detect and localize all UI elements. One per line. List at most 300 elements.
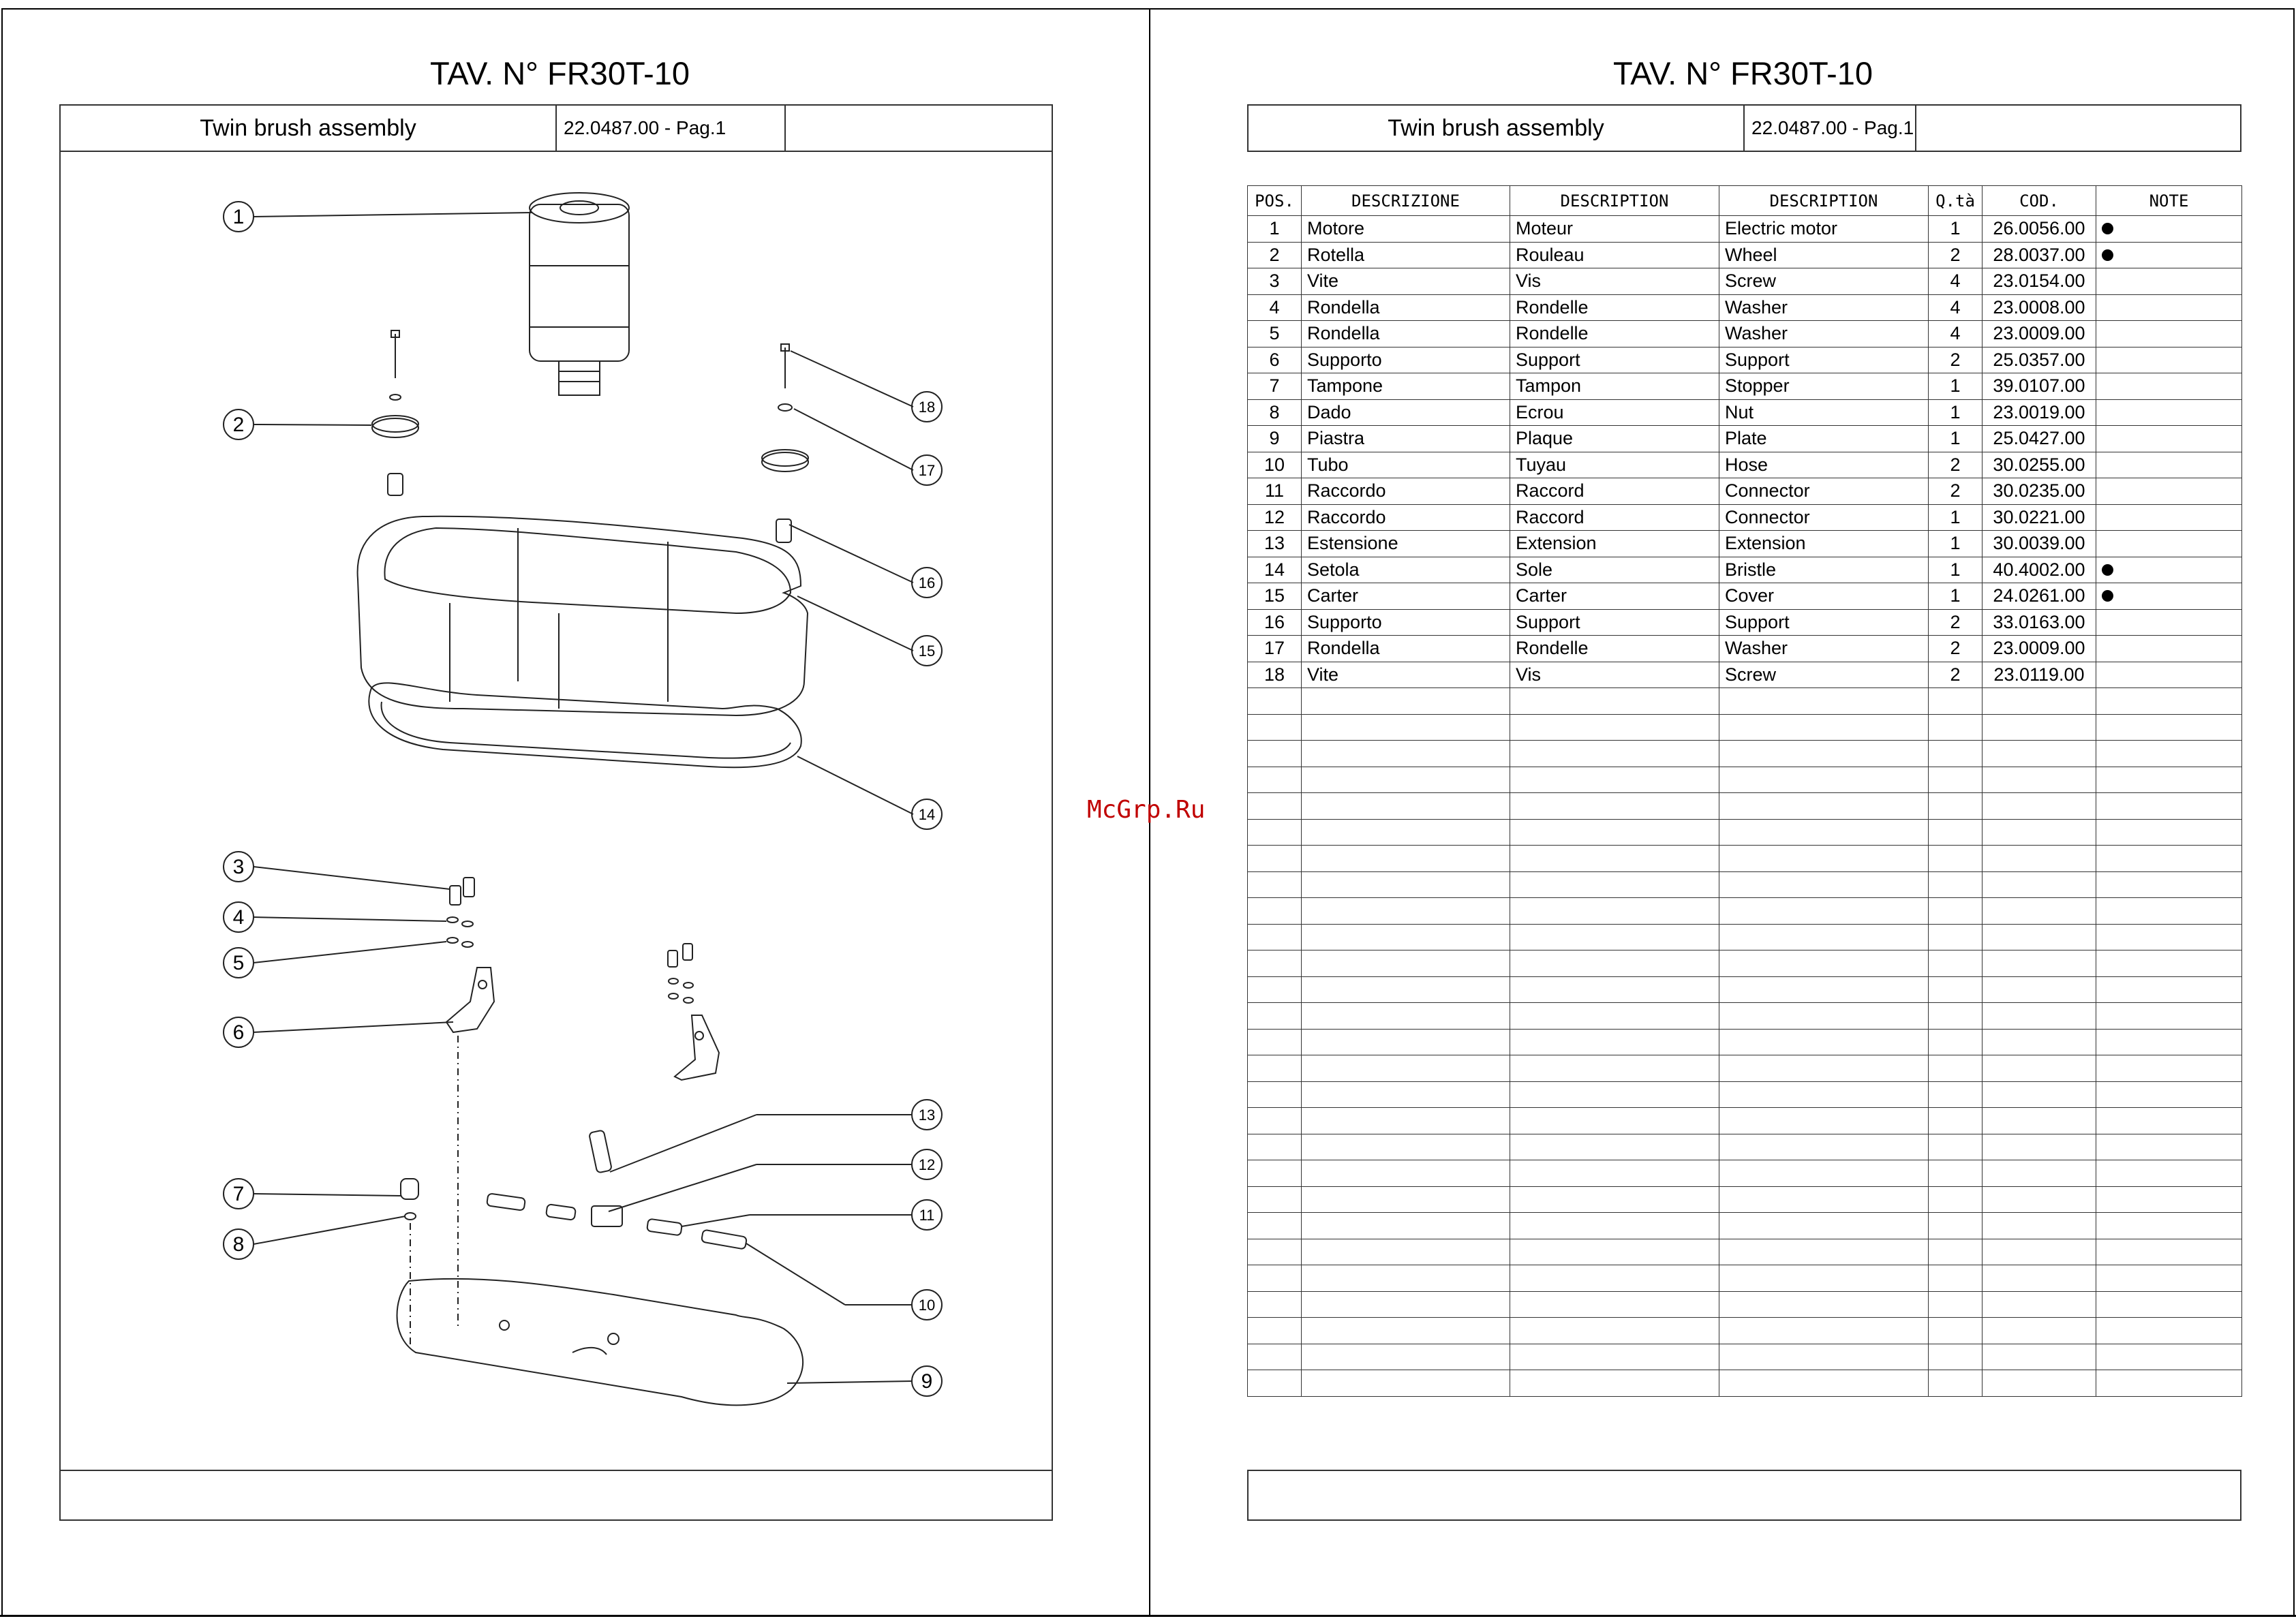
table-row <box>1248 609 2242 636</box>
cell-note <box>2096 268 2242 295</box>
cell-it: Tubo <box>1302 452 1510 478</box>
empty-cell <box>1510 1265 1719 1292</box>
empty-cell <box>1719 898 1929 925</box>
empty-cell <box>1929 819 1983 846</box>
callout-15: 15 <box>918 643 936 660</box>
cell-code: 23.0119.00 <box>1983 662 2096 688</box>
empty-cell <box>1983 950 2096 977</box>
empty-cell <box>1302 898 1510 925</box>
empty-cell <box>1929 898 1983 925</box>
callout-10: 10 <box>918 1297 936 1314</box>
cell-it: Supporto <box>1302 347 1510 373</box>
cell-code: 30.0235.00 <box>1983 478 2096 505</box>
empty-cell <box>1510 950 1719 977</box>
empty-table-row <box>1248 1239 2242 1265</box>
callout-12: 12 <box>918 1156 936 1173</box>
empty-cell <box>1719 1344 1929 1370</box>
empty-cell <box>1719 1186 1929 1213</box>
cell-pos: 18 <box>1248 662 1302 688</box>
empty-table-row <box>1248 846 2242 872</box>
cell-pos: 9 <box>1248 426 1302 452</box>
note-bullet-icon <box>2102 249 2113 261</box>
empty-cell <box>2096 1055 2242 1082</box>
cell-code: 23.0009.00 <box>1983 636 2096 662</box>
col-header-pos: POS. <box>1248 186 1302 216</box>
empty-cell <box>2096 950 2242 977</box>
empty-cell <box>1248 1029 1302 1055</box>
left-sheet-title: TAV. N° FR30T-10 <box>430 55 690 91</box>
cell-note <box>2096 242 2242 268</box>
empty-table-row <box>1248 1344 2242 1370</box>
empty-table-row <box>1248 1055 2242 1082</box>
empty-cell <box>2096 819 2242 846</box>
empty-cell <box>1983 871 2096 898</box>
cell-pos: 1 <box>1248 216 1302 243</box>
empty-cell <box>1983 976 2096 1003</box>
parts-table-header-row <box>1248 186 2242 216</box>
empty-cell <box>1719 924 1929 950</box>
empty-table-row <box>1248 976 2242 1003</box>
table-row <box>1248 504 2242 531</box>
empty-cell <box>2096 793 2242 820</box>
cell-pos: 4 <box>1248 294 1302 321</box>
cell-fr: Tampon <box>1510 373 1719 400</box>
empty-table-row <box>1248 1186 2242 1213</box>
empty-cell <box>1983 1318 2096 1344</box>
table-row <box>1248 636 2242 662</box>
cell-qty: 2 <box>1929 347 1983 373</box>
table-row <box>1248 373 2242 400</box>
empty-cell <box>1719 1213 1929 1239</box>
left-header-blank <box>786 106 1052 151</box>
empty-cell <box>2096 846 2242 872</box>
empty-cell <box>1248 819 1302 846</box>
empty-cell <box>1248 846 1302 872</box>
empty-cell <box>1510 1160 1719 1187</box>
empty-table-row <box>1248 950 2242 977</box>
empty-cell <box>1248 793 1302 820</box>
empty-cell <box>1929 793 1983 820</box>
empty-cell <box>1510 1134 1719 1160</box>
cell-code: 30.0255.00 <box>1983 452 2096 478</box>
empty-cell <box>1719 1370 1929 1397</box>
cell-note <box>2096 399 2242 426</box>
cell-note <box>2096 531 2242 557</box>
empty-cell <box>2096 1344 2242 1370</box>
empty-cell <box>1510 924 1719 950</box>
empty-cell <box>1248 976 1302 1003</box>
empty-cell <box>1302 793 1510 820</box>
cell-pos: 15 <box>1248 583 1302 610</box>
empty-cell <box>1302 1003 1510 1030</box>
col-header-qty: Q.tà <box>1929 186 1983 216</box>
empty-table-row <box>1248 1265 2242 1292</box>
cell-fr: Plaque <box>1510 426 1719 452</box>
support-bracket-right <box>675 1015 719 1080</box>
empty-cell <box>1929 1344 1983 1370</box>
cell-it: Estensione <box>1302 531 1510 557</box>
hose-assembly <box>487 1130 747 1249</box>
empty-cell <box>1929 924 1983 950</box>
empty-cell <box>1510 1055 1719 1082</box>
empty-cell <box>1248 1186 1302 1213</box>
cell-pos: 12 <box>1248 504 1302 531</box>
cell-note <box>2096 662 2242 688</box>
cell-pos: 10 <box>1248 452 1302 478</box>
note-bullet-icon <box>2102 590 2113 602</box>
empty-table-row <box>1248 1108 2242 1134</box>
cell-it: Vite <box>1302 662 1510 688</box>
cell-en: Support <box>1719 347 1929 373</box>
cell-qty: 2 <box>1929 609 1983 636</box>
empty-table-row <box>1248 1003 2242 1030</box>
right-header-code: 22.0487.00 - Pag.1 <box>1745 106 1916 151</box>
empty-cell <box>2096 1160 2242 1187</box>
bottom-rule <box>0 1615 2296 1617</box>
empty-table-row <box>1248 1160 2242 1187</box>
empty-cell <box>1719 1081 1929 1108</box>
empty-cell <box>1929 714 1983 741</box>
empty-cell <box>1719 741 1929 767</box>
parts-table <box>1247 185 2242 1397</box>
note-bullet-icon <box>2102 223 2113 234</box>
callout-3: 3 <box>232 856 245 878</box>
empty-cell <box>2096 1318 2242 1344</box>
empty-cell <box>1302 1081 1510 1108</box>
table-row <box>1248 268 2242 295</box>
empty-cell <box>1719 1108 1929 1134</box>
empty-cell <box>1983 1134 2096 1160</box>
empty-cell <box>2096 741 2242 767</box>
cell-fr: Vis <box>1510 662 1719 688</box>
empty-cell <box>1248 1239 1302 1265</box>
empty-cell <box>1302 924 1510 950</box>
cell-it: Raccordo <box>1302 504 1510 531</box>
empty-cell <box>1248 1265 1302 1292</box>
empty-cell <box>1719 767 1929 793</box>
empty-cell <box>2096 1265 2242 1292</box>
cell-pos: 3 <box>1248 268 1302 295</box>
right-footer-box <box>1247 1470 2241 1521</box>
left-footer-rule <box>59 1470 1053 1471</box>
empty-cell <box>1510 793 1719 820</box>
empty-cell <box>1302 1186 1510 1213</box>
table-row <box>1248 294 2242 321</box>
callout-14: 14 <box>918 806 936 823</box>
cell-qty: 2 <box>1929 242 1983 268</box>
empty-cell <box>1719 846 1929 872</box>
cell-qty: 4 <box>1929 321 1983 347</box>
empty-cell <box>1510 898 1719 925</box>
empty-cell <box>1719 793 1929 820</box>
empty-table-row <box>1248 1213 2242 1239</box>
cell-qty: 1 <box>1929 399 1983 426</box>
right-sheet-title: TAV. N° FR30T-10 <box>1613 55 1873 91</box>
cell-it: Motore <box>1302 216 1510 243</box>
empty-cell <box>1719 1134 1929 1160</box>
empty-cell <box>1929 1239 1983 1265</box>
empty-cell <box>2096 1213 2242 1239</box>
empty-table-row <box>1248 1134 2242 1160</box>
cell-en: Washer <box>1719 294 1929 321</box>
callout-13: 13 <box>918 1107 936 1124</box>
callout-17: 17 <box>918 462 936 479</box>
cell-en: Screw <box>1719 268 1929 295</box>
cell-it: Setola <box>1302 557 1510 583</box>
cell-qty: 1 <box>1929 216 1983 243</box>
empty-cell <box>2096 976 2242 1003</box>
empty-cell <box>1929 1370 1983 1397</box>
table-row <box>1248 583 2242 610</box>
empty-cell <box>2096 871 2242 898</box>
empty-cell <box>1302 1318 1510 1344</box>
empty-table-row <box>1248 1370 2242 1397</box>
cell-code: 33.0163.00 <box>1983 609 2096 636</box>
empty-cell <box>1302 819 1510 846</box>
empty-cell <box>1929 1318 1983 1344</box>
empty-cell <box>1248 898 1302 925</box>
empty-cell <box>1719 1029 1929 1055</box>
table-row <box>1248 321 2242 347</box>
col-header-code: COD. <box>1983 186 2096 216</box>
cell-it: Rondella <box>1302 636 1510 662</box>
empty-cell <box>1510 741 1719 767</box>
parts-table-body <box>1248 216 2242 1397</box>
empty-cell <box>1510 1318 1719 1344</box>
table-row <box>1248 216 2242 243</box>
empty-cell <box>1929 1213 1983 1239</box>
empty-table-row <box>1248 741 2242 767</box>
table-row <box>1248 531 2242 557</box>
empty-cell <box>2096 1134 2242 1160</box>
right-header-blank <box>1916 106 2240 151</box>
cell-fr: Vis <box>1510 268 1719 295</box>
cell-fr: Rouleau <box>1510 242 1719 268</box>
empty-cell <box>1719 1003 1929 1030</box>
empty-table-row <box>1248 1291 2242 1318</box>
empty-cell <box>1302 871 1510 898</box>
empty-cell <box>2096 1291 2242 1318</box>
cell-qty: 2 <box>1929 636 1983 662</box>
empty-cell <box>1929 1055 1983 1082</box>
empty-cell <box>1719 1055 1929 1082</box>
cell-fr: Rondelle <box>1510 294 1719 321</box>
col-header-description-en: DESCRIPTION <box>1719 186 1929 216</box>
empty-cell <box>1983 898 2096 925</box>
cell-code: 28.0037.00 <box>1983 242 2096 268</box>
left-header-description: Twin brush assembly <box>61 106 557 151</box>
empty-cell <box>1302 1213 1510 1239</box>
empty-cell <box>1719 976 1929 1003</box>
cell-en: Washer <box>1719 636 1929 662</box>
empty-cell <box>1302 1370 1510 1397</box>
cell-qty: 1 <box>1929 504 1983 531</box>
empty-cell <box>1302 950 1510 977</box>
empty-cell <box>1302 1055 1510 1082</box>
cell-pos: 11 <box>1248 478 1302 505</box>
callout-4: 4 <box>232 906 245 929</box>
empty-cell <box>1719 714 1929 741</box>
cell-qty: 1 <box>1929 531 1983 557</box>
cell-en: Stopper <box>1719 373 1929 400</box>
stopper-part <box>401 1179 418 1220</box>
table-row <box>1248 662 2242 688</box>
col-header-descrizione: DESCRIZIONE <box>1302 186 1510 216</box>
cell-en: Extension <box>1719 531 1929 557</box>
empty-cell <box>2096 714 2242 741</box>
empty-table-row <box>1248 1318 2242 1344</box>
table-row <box>1248 426 2242 452</box>
empty-cell <box>1302 976 1510 1003</box>
cell-code: 40.4002.00 <box>1983 557 2096 583</box>
cell-fr: Raccord <box>1510 504 1719 531</box>
cell-code: 30.0039.00 <box>1983 531 2096 557</box>
cell-note <box>2096 426 2242 452</box>
empty-cell <box>1248 741 1302 767</box>
note-bullet-icon <box>2102 564 2113 576</box>
cell-pos: 17 <box>1248 636 1302 662</box>
empty-cell <box>2096 898 2242 925</box>
empty-cell <box>2096 1186 2242 1213</box>
empty-cell <box>1983 688 2096 715</box>
cell-note <box>2096 583 2242 610</box>
support-bracket-left <box>446 968 494 1032</box>
empty-cell <box>1302 1239 1510 1265</box>
table-row <box>1248 452 2242 478</box>
table-row <box>1248 242 2242 268</box>
cell-note <box>2096 452 2242 478</box>
empty-cell <box>1510 1370 1719 1397</box>
empty-cell <box>1983 714 2096 741</box>
empty-cell <box>1983 741 2096 767</box>
cell-en: Hose <box>1719 452 1929 478</box>
empty-cell <box>1983 846 2096 872</box>
empty-cell <box>1302 1291 1510 1318</box>
empty-cell <box>1929 688 1983 715</box>
cell-pos: 2 <box>1248 242 1302 268</box>
empty-cell <box>1248 714 1302 741</box>
col-header-description-fr: DESCRIPTION <box>1510 186 1719 216</box>
empty-cell <box>1983 1370 2096 1397</box>
cell-fr: Raccord <box>1510 478 1719 505</box>
exploded-view-drawing <box>61 153 1052 1468</box>
cell-pos: 16 <box>1248 609 1302 636</box>
cell-note <box>2096 216 2242 243</box>
cell-it: Piastra <box>1302 426 1510 452</box>
cell-it: Vite <box>1302 268 1510 295</box>
cell-note <box>2096 347 2242 373</box>
empty-cell <box>1929 1160 1983 1187</box>
cover-part <box>358 516 808 715</box>
cell-pos: 5 <box>1248 321 1302 347</box>
empty-cell <box>2096 1029 2242 1055</box>
empty-cell <box>1719 819 1929 846</box>
cell-it: Rondella <box>1302 321 1510 347</box>
empty-cell <box>1983 1186 2096 1213</box>
cell-qty: 2 <box>1929 662 1983 688</box>
empty-cell <box>1510 1108 1719 1134</box>
cell-note <box>2096 609 2242 636</box>
callout-7: 7 <box>232 1183 245 1205</box>
empty-cell <box>1510 871 1719 898</box>
cell-it: Dado <box>1302 399 1510 426</box>
empty-cell <box>1510 1213 1719 1239</box>
cell-code: 23.0154.00 <box>1983 268 2096 295</box>
empty-cell <box>1929 1081 1983 1108</box>
left-header-code: 22.0487.00 - Pag.1 <box>557 106 786 151</box>
empty-cell <box>1983 1344 2096 1370</box>
cell-en: Support <box>1719 609 1929 636</box>
empty-cell <box>1510 767 1719 793</box>
empty-cell <box>1983 1265 2096 1292</box>
empty-cell <box>2096 1370 2242 1397</box>
empty-cell <box>1719 1265 1929 1292</box>
empty-cell <box>1983 1029 2096 1055</box>
empty-cell <box>1983 1291 2096 1318</box>
cell-it: Carter <box>1302 583 1510 610</box>
cell-note <box>2096 321 2242 347</box>
cell-code: 30.0221.00 <box>1983 504 2096 531</box>
empty-cell <box>1248 1160 1302 1187</box>
empty-cell <box>2096 688 2242 715</box>
empty-cell <box>1983 924 2096 950</box>
callout-5: 5 <box>232 952 245 974</box>
empty-cell <box>1248 1134 1302 1160</box>
empty-cell <box>1983 819 2096 846</box>
cell-en: Screw <box>1719 662 1929 688</box>
cell-pos: 14 <box>1248 557 1302 583</box>
empty-table-row <box>1248 819 2242 846</box>
cell-code: 25.0427.00 <box>1983 426 2096 452</box>
empty-cell <box>1302 688 1510 715</box>
empty-cell <box>1719 1318 1929 1344</box>
callout-6: 6 <box>232 1021 245 1044</box>
empty-cell <box>1248 1055 1302 1082</box>
empty-cell <box>1302 1029 1510 1055</box>
callout-9: 9 <box>921 1370 933 1393</box>
right-header-description: Twin brush assembly <box>1249 106 1745 151</box>
cell-en: Nut <box>1719 399 1929 426</box>
cell-it: Tampone <box>1302 373 1510 400</box>
empty-table-row <box>1248 898 2242 925</box>
cell-qty: 1 <box>1929 557 1983 583</box>
empty-cell <box>1929 1265 1983 1292</box>
empty-cell <box>1510 688 1719 715</box>
electric-motor-part <box>530 193 629 395</box>
empty-cell <box>1248 1003 1302 1030</box>
cell-pos: 13 <box>1248 531 1302 557</box>
screw-washer-group-left <box>447 878 474 947</box>
cell-fr: Support <box>1510 609 1719 636</box>
empty-cell <box>1983 1213 2096 1239</box>
empty-cell <box>1510 1239 1719 1265</box>
cell-en: Connector <box>1719 478 1929 505</box>
cell-en: Electric motor <box>1719 216 1929 243</box>
empty-table-row <box>1248 924 2242 950</box>
empty-cell <box>1302 1160 1510 1187</box>
cell-fr: Carter <box>1510 583 1719 610</box>
table-row <box>1248 557 2242 583</box>
cell-note <box>2096 478 2242 505</box>
empty-table-row <box>1248 688 2242 715</box>
empty-cell <box>1983 1160 2096 1187</box>
empty-cell <box>1248 1081 1302 1108</box>
table-row <box>1248 478 2242 505</box>
empty-cell <box>1510 1003 1719 1030</box>
cell-fr: Ecrou <box>1510 399 1719 426</box>
empty-cell <box>1302 846 1510 872</box>
empty-cell <box>1302 1108 1510 1134</box>
